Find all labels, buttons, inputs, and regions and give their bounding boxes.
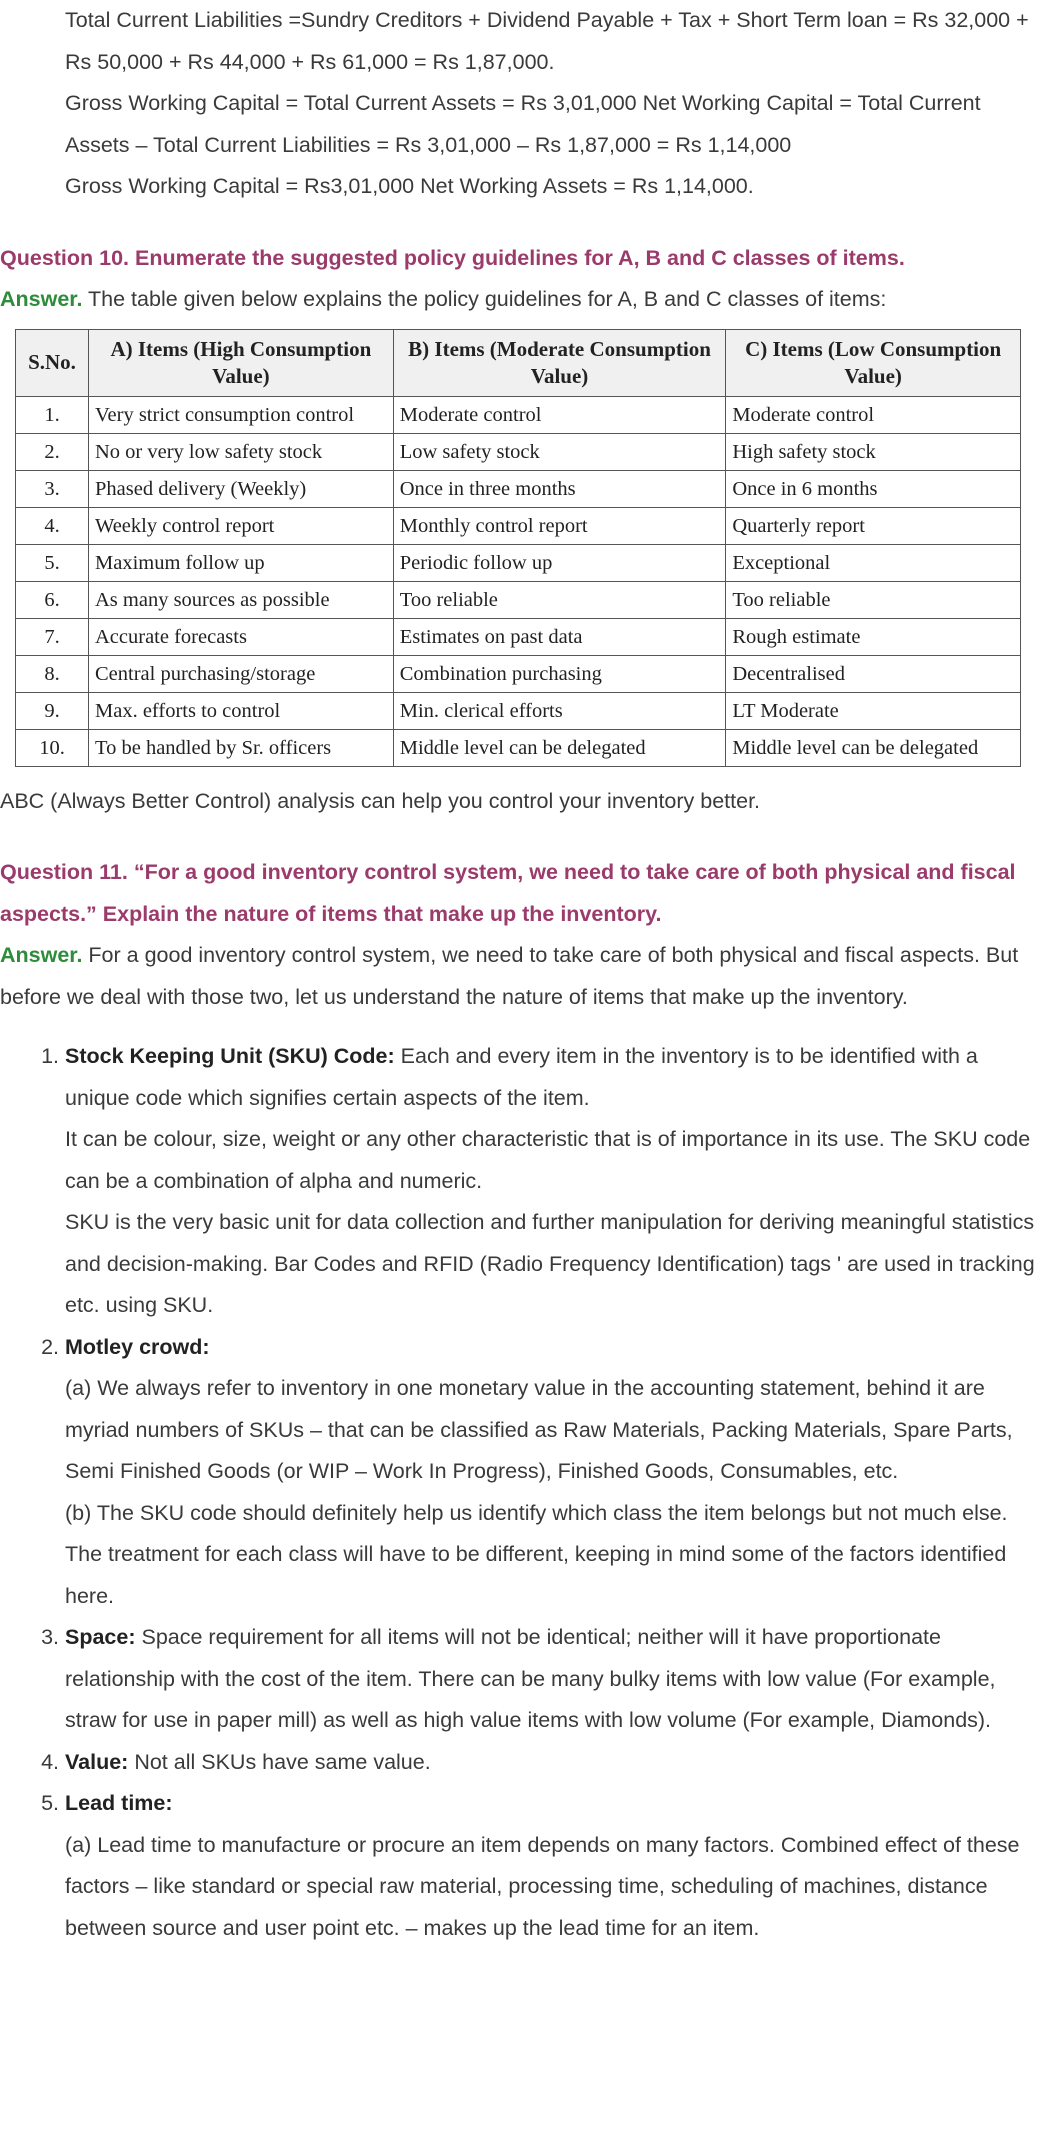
cell-a: Max. efforts to control [89, 692, 394, 729]
calc-line: Gross Working Capital = Rs3,01,000 Net Working Assets = Rs 1,14,000. [65, 174, 754, 198]
cell-b: Combination purchasing [393, 655, 726, 692]
cell-c: Middle level can be delegated [726, 729, 1021, 766]
cell-sno: 2. [16, 433, 89, 470]
cell-b: Monthly control report [393, 507, 726, 544]
cell-a: To be handled by Sr. officers [89, 729, 394, 766]
answer-11 [0, 935, 1055, 1018]
cell-b: Once in three months [393, 470, 726, 507]
cell-c: High safety stock [726, 433, 1021, 470]
table-row [16, 470, 1021, 507]
table-row [16, 544, 1021, 581]
cell-b: Estimates on past data [393, 618, 726, 655]
answer-text: For a good inventory control system, we need to take care of both physical and fiscal aspects. But before we deal with those two, let us understand the nature of items that make up the inventory. [0, 943, 1019, 1009]
cell-sno: 4. [16, 507, 89, 544]
cell-sno: 10. [16, 729, 89, 766]
cell-c: Too reliable [726, 581, 1021, 618]
cell-c: Once in 6 months [726, 470, 1021, 507]
cell-c: LT Moderate [726, 692, 1021, 729]
cell-c: Decentralised [726, 655, 1021, 692]
working-capital-calc [0, 0, 1055, 208]
cell-sno: 8. [16, 655, 89, 692]
list-item [65, 1742, 1055, 1784]
cell-a: Maximum follow up [89, 544, 394, 581]
answer-10 [0, 279, 1055, 321]
answer-label: Answer. [0, 287, 83, 311]
cell-b: Low safety stock [393, 433, 726, 470]
cell-c: Exceptional [726, 544, 1021, 581]
table-row [16, 618, 1021, 655]
calc-line: Gross Working Capital = Total Current Assets = Rs 3,01,000 Net Working Capital = Total Current Assets – Total Current Liabilities = Rs 3,01,000 – Rs 1,87,000 = Rs 1,14,000 [65, 91, 981, 157]
cell-sno: 6. [16, 581, 89, 618]
table-row [16, 729, 1021, 766]
list-item-title: Lead time: [65, 1791, 173, 1815]
cell-c: Rough estimate [726, 618, 1021, 655]
cell-b: Moderate control [393, 396, 726, 433]
cell-a: Accurate forecasts [89, 618, 394, 655]
cell-a: As many sources as possible [89, 581, 394, 618]
calc-line: Total Current Liabilities =Sundry Creditors + Dividend Payable + Tax + Short Term loan = Rs 32,000 + Rs 50,000 + Rs 44,000 + Rs 61,000 = Rs 1,87,000. [65, 8, 1029, 74]
list-item [65, 1327, 1055, 1618]
answer-label: Answer. [0, 943, 83, 967]
question-11: Question 11. “For a good inventory control system, we need to take care of both physical and fiscal aspects.” Explain the nature of items that make up the inventory. [0, 860, 1016, 926]
list-item-para: It can be colour, size, weight or any other characteristic that is of importance in its use. The SKU code can be a combination of alpha and numeric. [65, 1127, 1031, 1193]
list-item-text: Each and every item in the inventory is to be identified with a unique code which signifies certain aspects of the item. [65, 1044, 978, 1110]
table-row [16, 507, 1021, 544]
cell-a: Central purchasing/storage [89, 655, 394, 692]
table-row [16, 692, 1021, 729]
cell-sno: 1. [16, 396, 89, 433]
list-item-title: Value: [65, 1749, 129, 1774]
list-item-title: Motley crowd: [65, 1334, 210, 1359]
list-item-text: Not all SKUs have same value. [134, 1749, 431, 1774]
header-a: A) Items (High Consumption Value) [89, 329, 394, 396]
cell-b: Too reliable [393, 581, 726, 618]
cell-c: Quarterly report [726, 507, 1021, 544]
table-row [16, 433, 1021, 470]
cell-a: No or very low safety stock [89, 433, 394, 470]
cell-a: Weekly control report [89, 507, 394, 544]
header-b: B) Items (Moderate Consumption Value) [393, 329, 726, 396]
header-sno: S.No. [16, 329, 89, 396]
table-header-row [16, 329, 1021, 396]
list-item-text: Space requirement for all items will not be identical; neither will it have proportionate relationship with the cost of the item. There can be many bulky items with low value (For example, straw for use in paper mill) as well as high value items with low volume (For example, Diamonds). [65, 1625, 996, 1732]
table-row [16, 581, 1021, 618]
list-item-title: Stock Keeping Unit (SKU) Code: [65, 1044, 395, 1068]
abc-note: ABC (Always Better Control) analysis can help you control your inventory better. [0, 788, 761, 813]
table-row [16, 655, 1021, 692]
cell-a: Phased delivery (Weekly) [89, 470, 394, 507]
table-row [16, 396, 1021, 433]
cell-b: Min. clerical efforts [393, 692, 726, 729]
list-item [65, 1617, 1055, 1742]
cell-c: Moderate control [726, 396, 1021, 433]
cell-b: Middle level can be delegated [393, 729, 726, 766]
list-item-title: Space: [65, 1625, 136, 1649]
list-item [65, 1783, 1055, 1949]
cell-sno: 3. [16, 470, 89, 507]
list-item-para: (b) The SKU code should definitely help us identify which class the item belongs but not much else. The treatment for each class will have to be different, keeping in mind some of the factors identified here. [65, 1500, 1008, 1608]
header-c: C) Items (Low Consumption Value) [726, 329, 1021, 396]
cell-sno: 9. [16, 692, 89, 729]
question-10: Question 10. Enumerate the suggested policy guidelines for A, B and C classes of items. [0, 245, 905, 270]
policy-guidelines-table [15, 329, 1021, 767]
list-item-para: SKU is the very basic unit for data collection and further manipulation for deriving meaningful statistics and decision-making. Bar Codes and RFID (Radio Frequency Identification) tags ' are used in tracking etc. using SKU. [65, 1210, 1035, 1317]
inventory-nature-list [0, 1036, 1055, 1949]
list-item [65, 1036, 1055, 1327]
cell-sno: 5. [16, 544, 89, 581]
list-item-para: (a) Lead time to manufacture or procure an item depends on many factors. Combined effect of these factors – like standard or special raw material, processing time, scheduling of machines, distance between source and user point etc. – makes up the lead time for an item. [65, 1832, 1020, 1940]
cell-b: Periodic follow up [393, 544, 726, 581]
list-item-para: (a) We always refer to inventory in one monetary value in the accounting statement, behind it are myriad numbers of SKUs – that can be classified as Raw Materials, Packing Materials, Spare Parts, Semi Finished Goods (or WIP – Work In Progress), Finished Goods, Consumables, etc. [65, 1376, 1013, 1483]
cell-a: Very strict consumption control [89, 396, 394, 433]
cell-sno: 7. [16, 618, 89, 655]
answer-text: The table given below explains the policy guidelines for A, B and C classes of items: [82, 287, 887, 311]
